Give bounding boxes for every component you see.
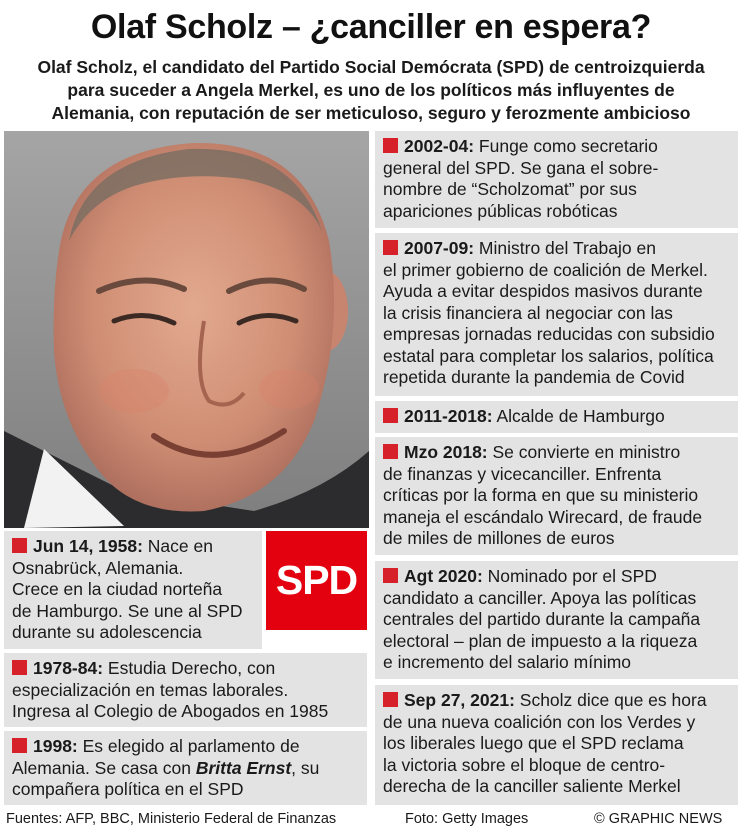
timeline-date: 1998: bbox=[33, 736, 78, 756]
timeline-card-1978 bbox=[4, 653, 367, 727]
subtitle-line: Olaf Scholz, el candidato del Partido Social Demócrata (SPD) de centroizquierda bbox=[37, 57, 705, 77]
page-title: Olaf Scholz – ¿canciller en espera? bbox=[90, 8, 652, 46]
timeline-text: candidato a canciller. Apoya las políticas bbox=[383, 587, 697, 608]
timeline-date: 2007-09: bbox=[404, 238, 475, 258]
highlighted-name: Britta Ernst bbox=[195, 757, 292, 778]
timeline-card-2021 bbox=[375, 685, 738, 805]
bullet-square-icon bbox=[383, 444, 398, 459]
timeline-text: el primer gobierno de coalición de Merkel. bbox=[383, 259, 708, 280]
timeline-text: Scholz dice que es hora bbox=[514, 690, 707, 710]
timeline-text: compañera política en el SPD bbox=[12, 779, 244, 799]
timeline-text: durante su adolescencia bbox=[12, 622, 202, 642]
subtitle-line: para suceder a Angela Merkel, es uno de los políticos más influyentes de bbox=[67, 80, 675, 100]
footer-photo-credit: Foto: Getty Images bbox=[405, 811, 529, 827]
timeline-text: Es elegido al parlamento de bbox=[77, 736, 300, 756]
timeline-text: Se convierte en ministro bbox=[487, 442, 681, 462]
timeline-text: Osnabrück, Alemania. bbox=[12, 557, 184, 578]
timeline-card-1958 bbox=[4, 531, 262, 649]
bullet-square-icon bbox=[12, 538, 27, 553]
timeline-text: nombre de “Scholzomat” por sus bbox=[383, 179, 637, 199]
timeline-text: la crisis financiera al negociar con las bbox=[383, 302, 673, 323]
timeline-text: de Hamburgo. Se une al SPD bbox=[12, 600, 243, 621]
timeline-text: general del SPD. Se gana el sobre- bbox=[383, 157, 659, 178]
timeline-card-2020 bbox=[375, 561, 738, 679]
timeline-date: 1978-84: bbox=[33, 658, 104, 678]
timeline-date: Jun 14, 1958: bbox=[33, 536, 143, 556]
subtitle bbox=[14, 56, 728, 125]
timeline-text: maneja el escándalo Wirecard, de fraude bbox=[383, 506, 703, 527]
timeline-text: Crece en la ciudad norteña bbox=[12, 579, 223, 599]
bullet-square-icon bbox=[383, 138, 398, 153]
timeline-card-2007 bbox=[375, 233, 738, 396]
timeline-text: empresas jornadas reducidas con subsidio bbox=[383, 324, 715, 344]
timeline-date: 2011-2018: bbox=[404, 406, 493, 426]
timeline-date: Mzo 2018: bbox=[404, 442, 488, 462]
timeline-text: electoral – plan de impuesto a la riqueza bbox=[383, 630, 698, 651]
timeline-card-2011 bbox=[375, 401, 738, 433]
timeline-text: los liberales luego que el SPD reclama bbox=[383, 733, 684, 753]
timeline-date: 2002-04: bbox=[404, 136, 475, 156]
footer-sources: Fuentes: AFP, BBC, Ministerio Federal de Finanzas bbox=[6, 811, 337, 827]
bullet-square-icon bbox=[383, 408, 398, 423]
portrait-photo bbox=[4, 131, 369, 528]
timeline-card-1998 bbox=[4, 731, 367, 805]
portrait-illustration bbox=[4, 131, 369, 528]
timeline-text: Funge como secretario bbox=[474, 136, 658, 156]
timeline-date: Agt 2020: bbox=[404, 566, 483, 586]
spd-logo bbox=[266, 531, 367, 630]
timeline-text: e incremento del salario mínimo bbox=[383, 652, 632, 672]
timeline-card-2002 bbox=[375, 131, 738, 228]
timeline-text: especialización en temas laborales. bbox=[12, 679, 289, 700]
timeline-text: estatal para completar los salarios, política bbox=[383, 345, 714, 366]
timeline-text: Alcalde de Hamburgo bbox=[492, 406, 665, 426]
timeline-text: Nominado por el SPD bbox=[482, 566, 657, 586]
timeline-date: Sep 27, 2021: bbox=[404, 690, 515, 710]
bullet-square-icon bbox=[383, 692, 398, 707]
footer-brand: © GRAPHIC NEWS bbox=[594, 811, 723, 827]
bullet-square-icon bbox=[383, 568, 398, 583]
timeline-text: críticas por la forma en que su ministerio bbox=[383, 485, 699, 505]
timeline-text: , su bbox=[291, 757, 320, 778]
timeline-card-2018 bbox=[375, 437, 738, 555]
subtitle-line: Alemania, con reputación de ser meticuloso, seguro y ferozmente ambicioso bbox=[51, 103, 691, 123]
timeline-text: de miles de millones de euros bbox=[383, 528, 615, 548]
timeline-text: de una nueva coalición con los Verdes y bbox=[383, 711, 696, 732]
bullet-square-icon bbox=[12, 660, 27, 675]
timeline-text: derecha de la canciller saliente Merkel bbox=[383, 776, 681, 796]
timeline-text: Ministro del Trabajo en bbox=[474, 238, 656, 258]
timeline-text: Ingresa al Colegio de Abogados en 1985 bbox=[12, 701, 329, 721]
bullet-square-icon bbox=[383, 240, 398, 255]
timeline-text: Nace en bbox=[142, 536, 213, 556]
timeline-text: apariciones públicas robóticas bbox=[383, 200, 618, 221]
spd-logo-text: SPD bbox=[275, 557, 358, 603]
timeline-text: Ayuda a evitar despidos masivos durante bbox=[383, 281, 703, 301]
timeline-text: Estudia Derecho, con bbox=[103, 658, 276, 678]
timeline-text: de finanzas y vicecanciller. Enfrenta bbox=[383, 463, 662, 484]
timeline-text: la victoria sobre el bloque de centro- bbox=[383, 754, 666, 775]
timeline-text: Alemania. Se casa con bbox=[12, 757, 196, 778]
timeline-text: repetida durante la pandemia de Covid bbox=[383, 367, 685, 387]
timeline-text: centrales del partido durante la campaña bbox=[383, 609, 701, 629]
bullet-square-icon bbox=[12, 738, 27, 753]
